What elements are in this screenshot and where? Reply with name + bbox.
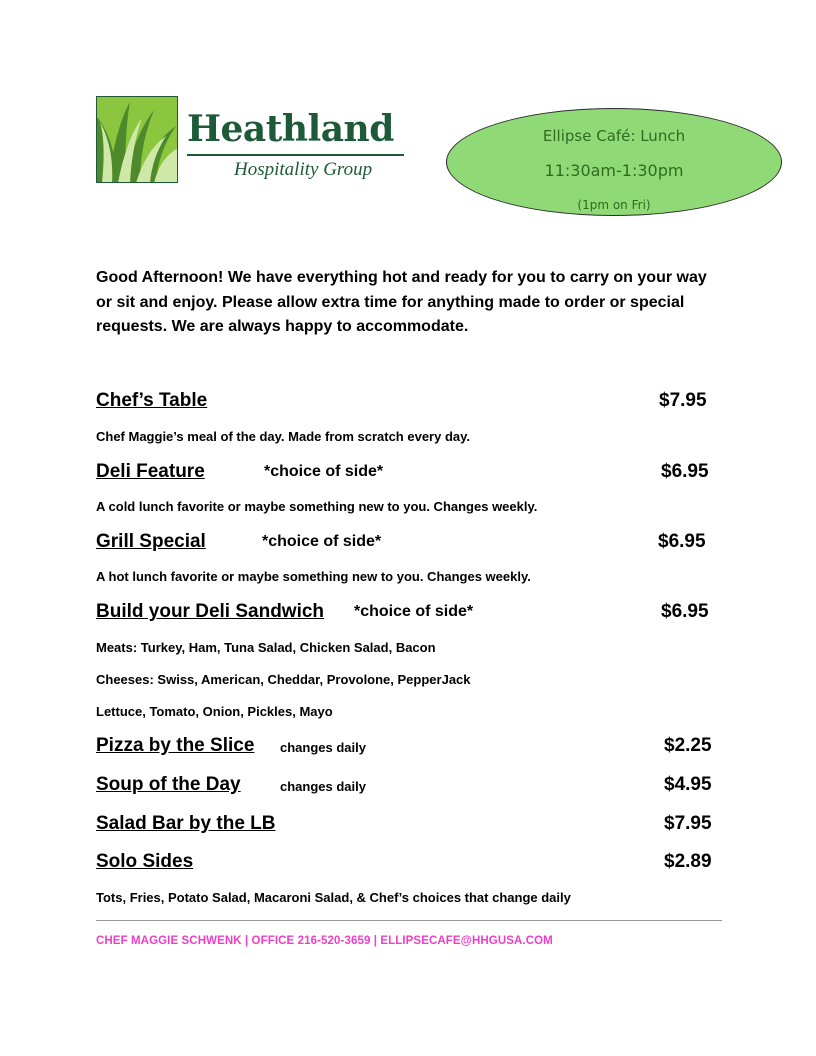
menu-item-title-solo-sides: Solo Sides (96, 851, 194, 872)
menu-item-title-deli-feature: Deli Feature (96, 461, 205, 482)
menu-item-title-chefs-table: Chef’s Table (96, 390, 208, 411)
sandwich-toppings-list: Lettuce, Tomato, Onion, Pickles, Mayo (96, 704, 333, 719)
logo-wordmark: Heathland (187, 108, 394, 150)
menu-item-price-soup: $4.95 (664, 774, 712, 795)
hours-badge (446, 108, 782, 216)
footer-contact-info: CHEF MAGGIE SCHWENK | OFFICE 216-520-3659 | ELLIPSECAFE@HHGUSA.COM (96, 935, 553, 947)
menu-item-price-build-sandwich: $6.95 (661, 601, 709, 622)
footer-divider (96, 920, 722, 921)
friday-hours-note: (1pm on Fri) (577, 198, 651, 212)
menu-item-price-chefs-table: $7.95 (659, 390, 707, 411)
sandwich-meats-list: Meats: Turkey, Ham, Tuna Salad, Chicken Salad, Bacon (96, 640, 436, 655)
logo-divider (187, 154, 404, 156)
menu-item-description-grill-special: A hot lunch favorite or maybe something new to you. Changes weekly. (96, 569, 531, 584)
menu-item-note-grill-special: *choice of side* (262, 533, 382, 550)
menu-item-description-chefs-table: Chef Maggie’s meal of the day. Made from scratch every day. (96, 429, 470, 444)
menu-item-title-soup: Soup of the Day (96, 774, 241, 795)
menu-item-price-deli-feature: $6.95 (661, 461, 709, 482)
menu-item-title-pizza: Pizza by the Slice (96, 735, 255, 756)
menu-item-price-pizza: $2.25 (664, 735, 712, 756)
menu-item-title-grill-special: Grill Special (96, 531, 206, 552)
logo-tagline: Hospitality Group (234, 159, 373, 180)
cafe-hours: 11:30am-1:30pm (544, 161, 684, 180)
menu-item-title-salad-bar: Salad Bar by the LB (96, 813, 276, 834)
menu-item-price-grill-special: $6.95 (658, 531, 706, 552)
grass-logo-icon (96, 96, 178, 183)
company-logo (96, 96, 406, 184)
intro-paragraph: Good Afternoon! We have everything hot and ready for you to carry on your way or sit and enjoy. Please allow extra time for anything made to order or special requests. We are always happy to accommodate. (96, 269, 707, 335)
menu-item-note-deli-feature: *choice of side* (264, 463, 384, 480)
menu-item-note-build-sandwich: *choice of side* (354, 603, 474, 620)
menu-item-note-soup: changes daily (280, 779, 366, 794)
menu-item-description-deli-feature: A cold lunch favorite or maybe something new to you. Changes weekly. (96, 499, 538, 514)
menu-item-note-pizza: changes daily (280, 740, 366, 755)
menu-item-description-solo-sides: Tots, Fries, Potato Salad, Macaroni Salad, & Chef’s choices that change daily (96, 890, 571, 905)
sandwich-cheeses-list: Cheeses: Swiss, American, Cheddar, Provolone, PepperJack (96, 672, 471, 687)
menu-item-title-build-sandwich: Build your Deli Sandwich (96, 601, 325, 622)
menu-item-price-solo-sides: $2.89 (664, 851, 712, 872)
menu-item-price-salad-bar: $7.95 (664, 813, 712, 834)
cafe-title: Ellipse Café: Lunch (542, 127, 686, 145)
